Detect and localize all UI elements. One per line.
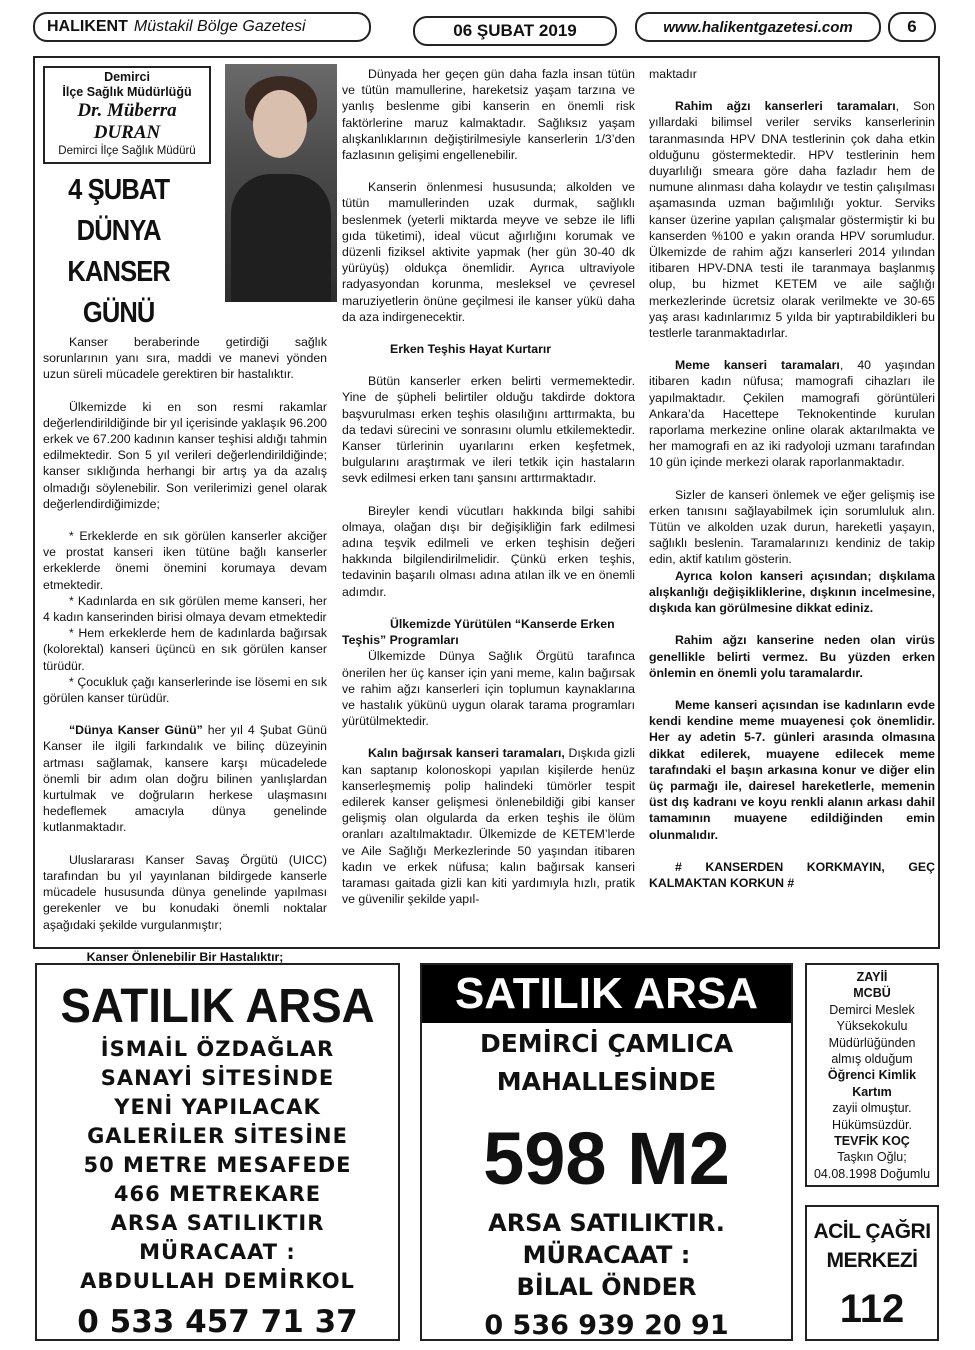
ad-line: SANAYİ SİTESİNDE: [100, 1066, 335, 1090]
paragraph-text: , 40 yaşından itibaren kadın nüfusa; mamografi cihazları ile yapılmaktadır. Çekilen mamografi görüntüleri Ankara’da Hacettepe Teknokentinde kurulan raporlama merkezine online olarak aktarılmakta ve her mamografi en az iki radyoloji uzmanı tarafından 10 gün içinde merkezi olarak raporlanmaktadır.: [649, 358, 935, 470]
notice-line: Taşkın Oğlu;: [837, 1150, 907, 1165]
lost-id-notice: [805, 963, 939, 1187]
ad-size: 598 M2: [483, 1117, 730, 1200]
notice-line: TEVFİK KOÇ: [834, 1134, 910, 1149]
notice-line: zayii olmuştur.: [832, 1101, 912, 1116]
brand-name: HALIKENT: [47, 18, 128, 35]
ad-line: ARSA SATILIKTIR: [110, 1211, 325, 1235]
ad-phone: 0 536 939 20 91: [484, 1310, 729, 1341]
notice-line: Müdürlüğünden: [828, 1035, 916, 1050]
issue-date: 06 ŞUBAT 2019: [413, 16, 617, 46]
notice-line: Hükümsüzdür.: [832, 1117, 912, 1132]
ad-title: SATILIK ARSA: [422, 965, 791, 1023]
paragraph: Ülkemizde Dünya Sağlık Örgütü tarafınca önerilen her üç kanser için yani meme, kalın bağırsak ve rahim ağzı kanserleri için toplumun kaynaklarına ve hastalık yükünü uygun olarak tarama programları yürütülmektedir.: [342, 649, 635, 729]
paragraph: Uluslararası Kanser Savaş Örgütü (UICC) tarafından bu yıl yayınlanan bildirgede kanserle mücadele hususunda dünya genelinde yapılması gerekenler ve bu konudaki önemli noktalar aşağıdaki şekilde vurgulanmıştır;: [43, 852, 327, 932]
author-role: Demirci İlçe Sağlık Müdürü: [58, 145, 196, 157]
author-name: Dr. Müberra DURAN: [77, 100, 177, 143]
author-photo: [225, 64, 337, 302]
ad-title: SATILIK ARSA: [60, 980, 375, 1033]
paragraph: Bütün kanserler erken belirti vermemektedir. Yine de şüpheli belirtiler olduğu takdirde doktora başvurulması erken teşhis olasılığını arttırmakta, bu da tedavi sürecini ve sonrasını olumlu etkilemektedir. Kanser türlerinin uyarılarını erken keşfetmek, bulgularını araştırmak ve ileri tetkik için hastaların sevk edilmesi erken tanı şansını arttırmaktadır.: [342, 374, 635, 486]
bold-lead: Meme kanseri taramaları: [675, 358, 840, 373]
ad-satilik-arsa-2: [420, 963, 793, 1341]
emergency-box: [805, 1205, 939, 1341]
paragraph: Rahim ağzı kanserine neden olan virüs genellikle belirti vermez. Bu yüzden erken önlemin en önemli yolu taramalardır.: [649, 633, 935, 680]
paragraph: Meme kanseri açısından ise kadınların evde kendi kendine meme muayenesi çok önemlidir. Her ay adetin 5-7. günleri arasında olmasına dikkat edilerek, muayene edilecek meme tarafındaki el başın arkasına konur ve diğer elin üç parmağı ile, dairesel hareketlerle, memenin üst dış kadranı ve koyu renkli alanın arkası dahil tamamının muayene edildiğinden emin olunmalıdır.: [649, 697, 935, 842]
ad-line: MAHALLESİNDE: [496, 1067, 717, 1096]
headline-line: GÜNÜ: [82, 297, 155, 329]
subheading: [342, 341, 635, 357]
ad-line: YENİ YAPILACAK: [114, 1095, 321, 1119]
paragraph: maktadır: [649, 67, 697, 81]
paragraph: Dünyada her geçen gün daha fazla insan tütün ve tütün mamullerine, hareketsiz yaşam tarzına ve yanlış beslenme gibi kanserin en önemli risk faktörlerine maruz kalmaktadır. Sağlıksız yaşam alışkanlıklarının değiştirilmesiyle kanserlerin 1/3’den fazlasının gelişimi engellenebilir.: [342, 67, 635, 163]
paragraph: Ülkemizde ki en son resmi rakamlar değerlendirildiğinde bir yıl içerisinde yaklaşık 96.200 erkek ve 67.200 kadının kanser teşhisi aldığı tahmin edilmektedir. Son 5 yıl verileri değerlendirildiğinde; kanser sıklığında herhangi bir artış ya da azalış olmadığı söylenebilir. Son verilerimizi genel olarak değerlendirdiğimizde;: [43, 399, 327, 511]
page-number: 6: [888, 12, 936, 42]
ad-line: 50 METRE MESAFEDE: [83, 1153, 352, 1177]
article: [33, 56, 940, 964]
column-3: [649, 66, 935, 907]
ad-line: ABDULLAH DEMİRKOL: [80, 1269, 355, 1293]
page-header: [33, 12, 938, 46]
website-link[interactable]: www.halikentgazetesi.com: [635, 12, 881, 42]
author-title-2: İlçe Sağlık Müdürlüğü: [62, 85, 192, 99]
headline-line: DÜNYA KANSER: [67, 215, 170, 288]
column-2: [342, 66, 635, 923]
paragraph: [649, 98, 935, 341]
ad-phone: 0 533 457 71 37: [77, 1304, 358, 1340]
ad-satilik-arsa-1: [35, 963, 400, 1341]
emergency-number: 112: [839, 1287, 905, 1331]
ad-line: İSMAİL ÖZDAĞLAR: [100, 1037, 335, 1061]
bullet: * Erkeklerde en sık görülen kanserler akciğer ve prostat kanseri iken tütüne bağlı kanserler erkeklerde önemi önemini korumaya devam etmektedir.: [43, 529, 327, 592]
emergency-label: ACİL ÇAĞRI: [813, 1220, 931, 1243]
subheading: Ülkemizde Yürütülen “Kanserde Erken Teşhis” Programları: [342, 616, 615, 648]
ad-line: MÜRACAAT :: [139, 1240, 296, 1264]
paragraph: [649, 357, 935, 470]
paragraph-text: Dışkıda gizli kan saptanıp kolonoskopi yapılan kişilerde henüz kanserleşmemiş polip halindeki tümörler tespit edilerek kanser gelişmesi önlenebildiği gibi kanser gelişmiş olan olgularda da erken teşhis ile ölüm oranları azaltılmaktadır. Ülkemizde de KETEM’lerde ve Aile Sağlığı Merkezlerinde 50 yaşından itibaren kadın ve erkek nüfusa; kalın bağırsak kanseri taraması gaitada gizli kan kiti yardımıyla hızlı, pratik ve güvenilir şekilde yapıl-: [342, 746, 635, 907]
notice-line: 04.08.1998 Doğumlu: [813, 1166, 931, 1181]
paragraph: [342, 745, 635, 907]
notice-line: Demirci Meslek: [829, 1002, 915, 1017]
emergency-label: MERKEZİ: [826, 1249, 918, 1272]
bold-lead: Rahim ağzı kanserleri taramaları: [675, 99, 896, 114]
ad-line: MÜRACAAT :: [522, 1241, 691, 1269]
subheading: Kanser Önlenebilir Bir Hastalıktır;: [86, 949, 284, 964]
notice-line: Yüksekokulu: [836, 1019, 908, 1034]
ad-line: GALERİLER SİTESİNE: [87, 1124, 348, 1148]
paragraph-text: , Son yıllardaki bilimsel veriler serviks kanserlerinin taranmasında HPV DNA testlerinin çok daha etkin olduğunu göstermektedir. HPV testlerinin hem duyarlılığı smeara göre daha fazladır hem de numune alınması daha kolaydır ve testin çalışılması aşamasında uzman bağımlılığı yoktur. Serviks kanser üzerine yapılan çalışmalar göstermiştir ki bu kanserden %100 e yakın oranda HPV sorumludur. Ülkemizde de rahim ağzı kanserleri 2014 yılından itibaren HPV-DNA testi ile taranmaya başlanmış olup, bu hizmet KETEM ve aile sağlığı merkezlerinde ücretsiz olarak verilmekte ve 30-65 yaş arası kadınlarımız 5 yılda bir yaptırabildikleri bu testlerle taranmaktadırlar.: [649, 99, 935, 341]
brand-subtitle: Müstakil Bölge Gazetesi: [133, 18, 306, 35]
paragraph: Kanser beraberinde getirdiği sağlık sorunlarının yanı sıra, maddi ve manevi yönden uzun süreli mücadele gerektiren bir hastalıktır.: [43, 335, 327, 382]
bullet: * Hem erkeklerde hem de kadınlarda bağırsak (kolorektal) kanseri üçüncü en sık görülen kanser türüdür.: [43, 626, 327, 673]
ad-line: DEMİRCİ ÇAMLICA: [479, 1029, 734, 1058]
author-title-1: Demirci: [104, 70, 150, 84]
paragraph: [43, 722, 327, 835]
bullet: * Çocukluk çağı kanserlerinde ise lösemi en sık görülen kanser türüdür.: [43, 674, 327, 706]
paragraph: Kanserin önlenmesi hususunda; alkolden ve tütün mamullerinden uzak durmak, sağlıklı beslenmek (yeterli miktarda meyve ve sebze ile lifli gıda tüketimi), ideal vücut ağırlığını korumak ve düzenli fiziksel aktivite yapmak (her gün 30-40 dk yürüyüş) oldukça önemlidir. Ayrıca ultraviyole radyasyondan korunma, mesleksel ve çevresel maruziyetlerin önüne geçilmesi ile kanser yükü daha da aza indirgenecektir.: [342, 180, 635, 324]
ad-line: 466 METREKARE: [113, 1182, 322, 1206]
bold-lead: Kalın bağırsak kanseri taramaları,: [368, 746, 565, 761]
closing-slogan: # KANSERDEN KORKMAYIN, GEÇ KALMAKTAN KORKUN #: [649, 859, 935, 890]
paragraph: Bireyler kendi vücutları hakkında bilgi sahibi olmaya, olağan dışı bir değişikliğin fark edilmesi adına teşvik edilmeli ve erken teşhisin değeri hakkında bilgilendirilmelidir. Çünkü erken teşhis, tedavinin başarılı olması adına atılan ilk ve en önemli adımdır.: [342, 503, 635, 599]
headline: [43, 170, 194, 334]
headline-line: 4 ŞUBAT: [68, 174, 170, 206]
paragraph: Ayrıca kolon kanseri açısından; dışkılama alışkanlığı değişikliklerine, dışkının incelmesine, dışkıda kan görülmesine dikkat ediniz.: [649, 568, 935, 616]
column-1: [43, 66, 327, 965]
author-box: [43, 66, 211, 164]
ad-line: ARSA SATILIKTIR.: [488, 1209, 725, 1237]
paragraph: Sizler de kanseri önlemek ve eğer gelişmiş ise erken tanısını sağlayabilmek için sorumluluk alın. Tütün ve alkolden uzak durun, hareketli yaşayın, sağlıklı beslenin. Taramalarınızı kendiniz de takip edin, aktif katılım gösterin.: [649, 487, 935, 567]
notice-line: Öğrenci Kimlik: [827, 1068, 917, 1083]
notice-line: MCBÜ: [853, 986, 891, 1001]
ad-line: BİLAL ÖNDER: [516, 1273, 697, 1301]
bold-lead: “Dünya Kanser Günü”: [69, 723, 203, 738]
notice-line: Kartım: [852, 1084, 892, 1099]
notice-line: almış olduğum: [831, 1052, 913, 1067]
notice-line: ZAYİİ: [856, 970, 888, 984]
paragraph-text: her yıl 4 Şubat Günü Kanser ile ilgili farkındalık ve bilinç düzeyinin artması sağlamak, kansere karşı mücadelede önemli bir adım olan doğru bilinen yanlışlardan kurtulmak ve doğruların herkese ulaşmasını hedeflemek amacıyla dünya genelinde kutlanmaktadır.: [43, 723, 327, 835]
masthead: [33, 12, 371, 42]
bullet: * Kadınlarda en sık görülen meme kanseri, her 4 kadın kanserinden birisi olmaya devam etmektedir: [43, 593, 327, 625]
subheading-text: Erken Teşhis Hayat Kurtarır: [390, 342, 552, 357]
